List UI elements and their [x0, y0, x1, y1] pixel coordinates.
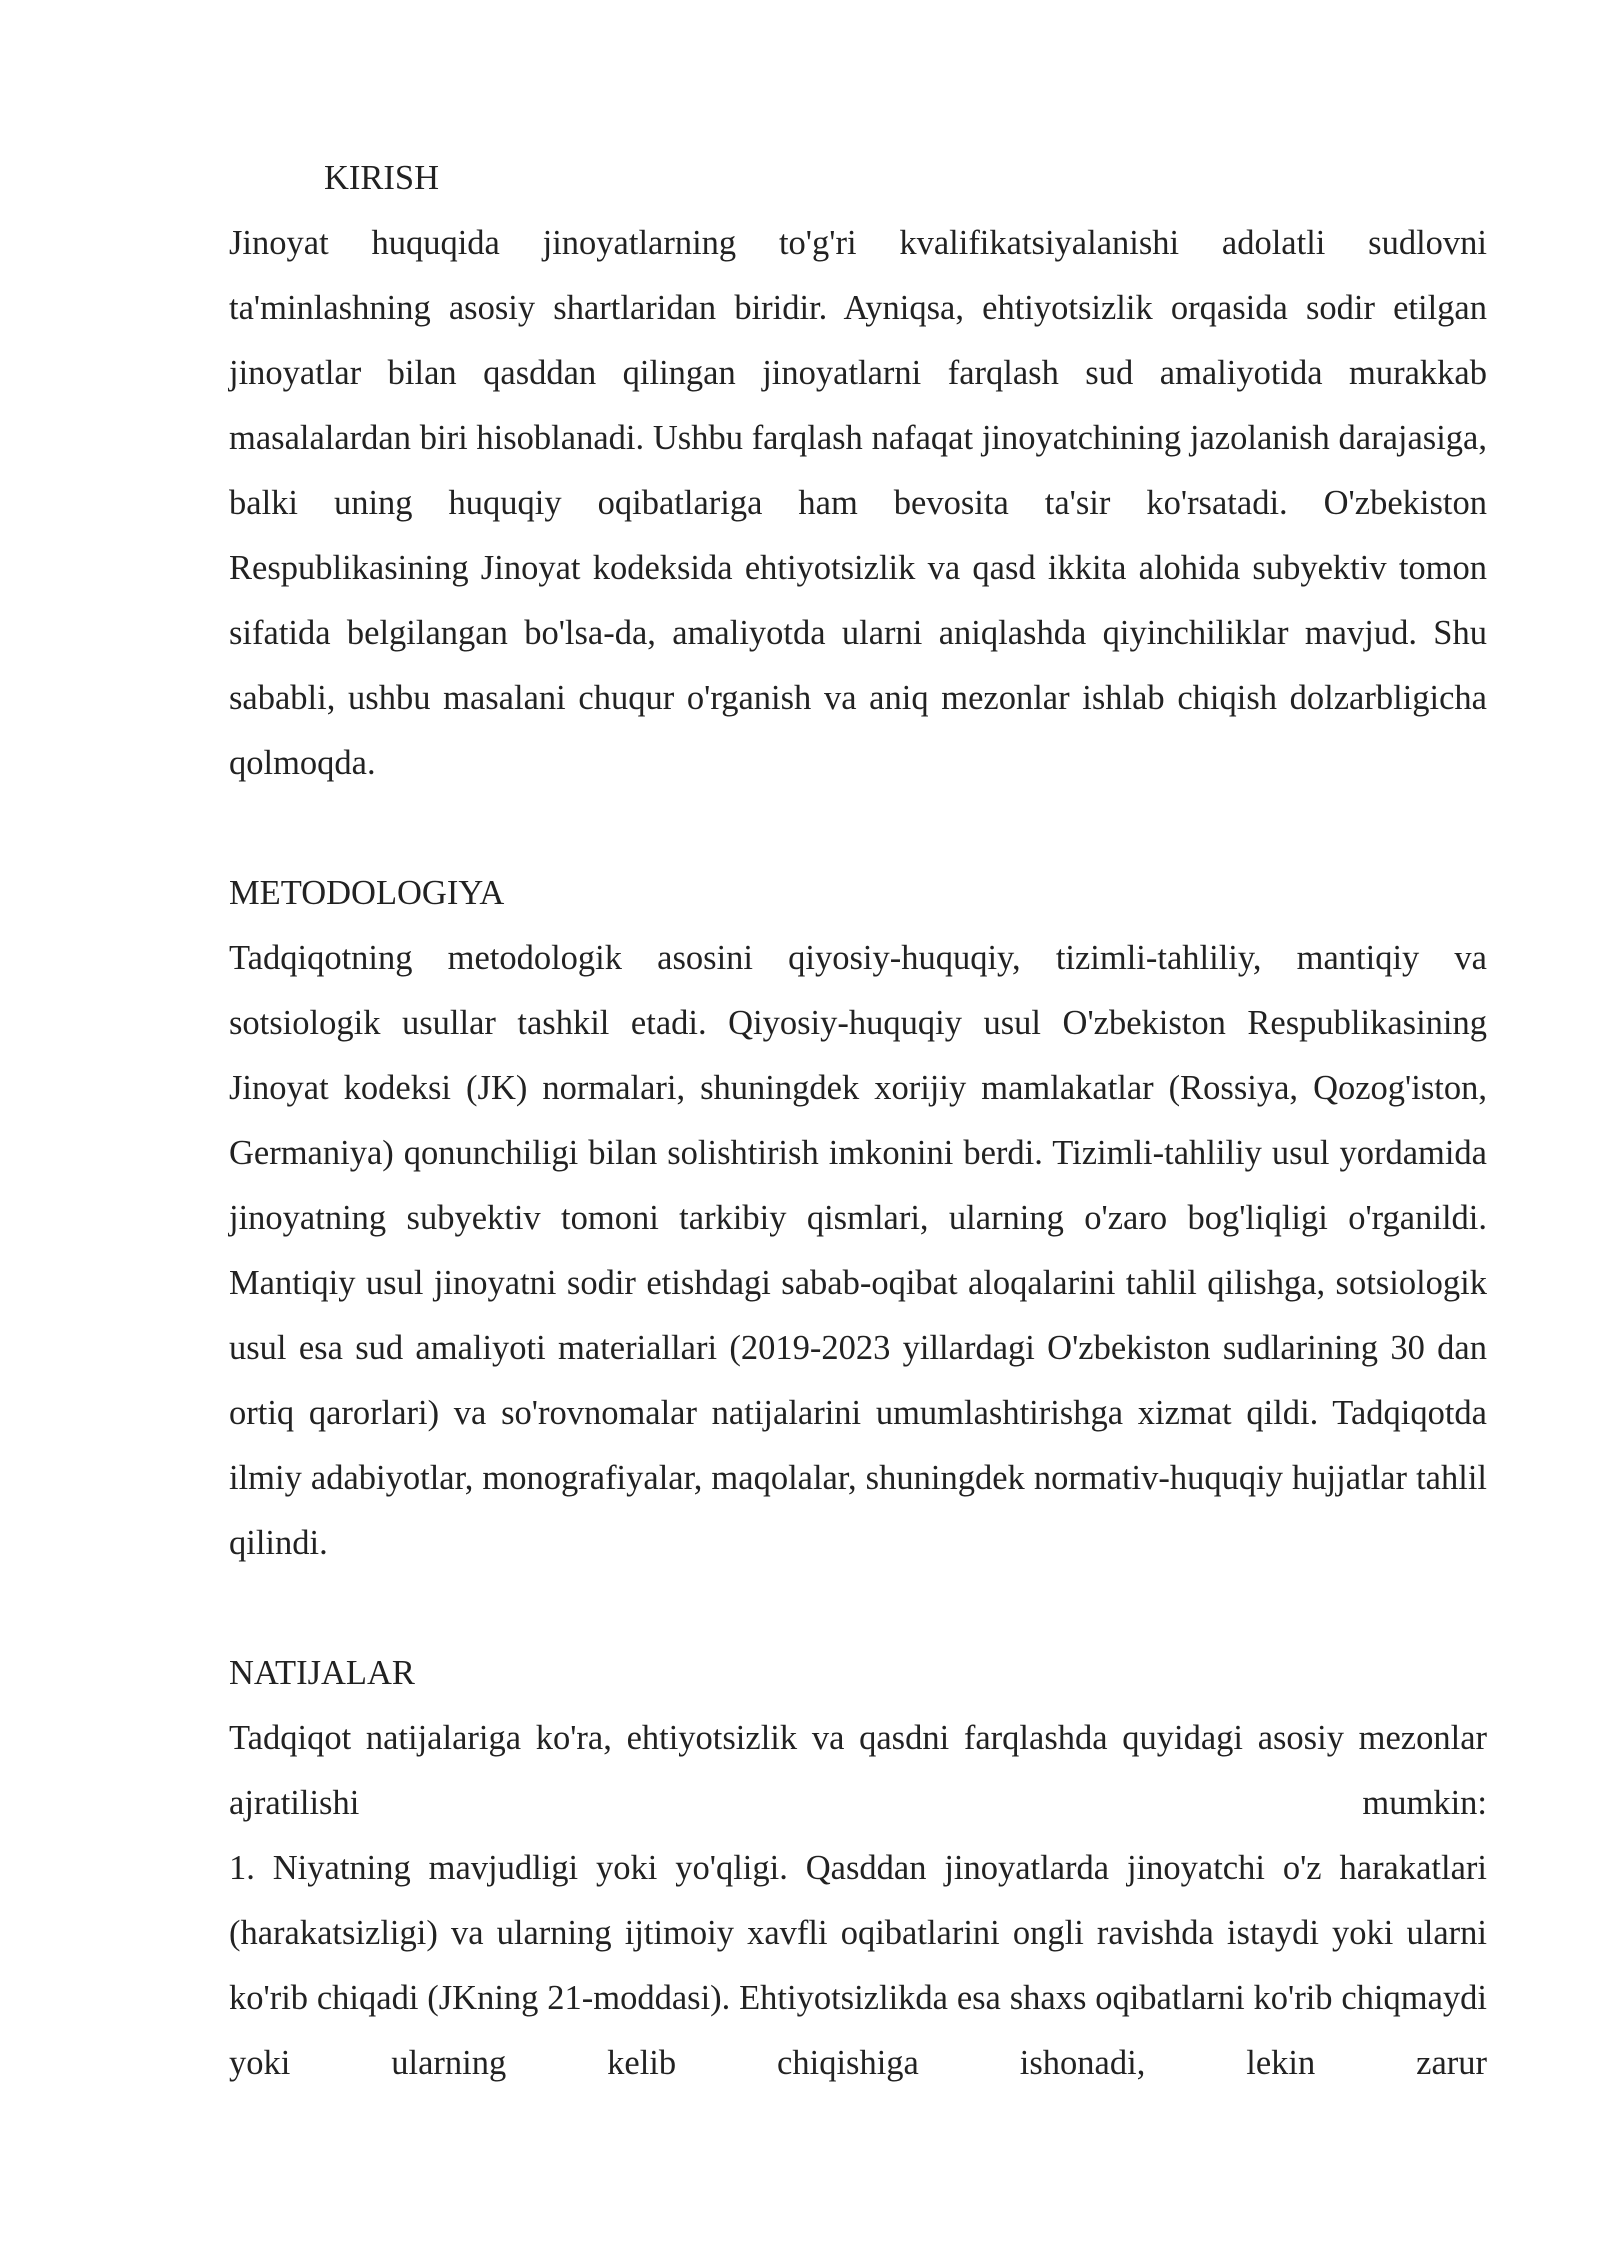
methodology-paragraph: Tadqiqotning metodologik asosini qiyosiy-huquqiy, tizimli-tahliliy, mantiqiy va sotsiologik usullar tashkil etadi. Qiyosiy-huquqiy usul O'zbekiston Respublikasining Jinoyat kodeksi (JK) normalari, shuningdek xorijiy mamlakatlar (Rossiya, Qozog'iston, Germaniya) qonunchiligi bilan solishtirish imkonini berdi. Tizimli-tahliliy usul yordamida jinoyatning subyektiv tomoni tarkibiy qismlari, ularning o'zaro bog'liqligi o'rganildi. Mantiqiy usul jinoyatni sodir etishdagi sabab-oqibat aloqalarini tahlil qilishga, sotsiologik usul esa sud amaliyoti materiallari (2019-2023 yillardagi O'zbekiston sudlarining 30 dan ortiq qarorlari) va so'rovnomalar natijalarini umumlashtirishga xizmat qildi. Tadqiqotda ilmiy adabiyotlar, monografiyalar, maqolalar, shuningdek normativ-huquqiy hujjatlar tahlil qilindi.: [229, 939, 1487, 1562]
results-paragraph-2: 1. Niyatning mavjudligi yoki yo'qligi. Qasddan jinoyatlarda jinoyatchi o'z harakatlari (harakatsizligi) va ularning ijtimoiy xavfli oqibatlarini ongli ravishda istaydi yoki ularni ko'rib chiqadi (JKning 21-moddasi). Ehtiyotsizlikda esa shaxs oqibatlarni ko'rib chiqmaydi yoki ularning kelib chiqishiga ishonadi, lekin zarur: [229, 1849, 1487, 2082]
section-heading-intro: KIRISH: [324, 159, 440, 197]
section-heading-results: NATIJALAR: [229, 1654, 415, 1692]
intro-paragraph: Jinoyat huquqida jinoyatlarning to'g'ri kvalifikatsiyalanishi adolatli sudlovni ta'minlashning asosiy shartlaridan biridir. Ayniqsa, ehtiyotsizlik orqasida sodir etilgan jinoyatlar bilan qasddan qilingan jinoyatlarni farqlash sud amaliyotida murakkab masalalardan biri hisoblanadi. Ushbu farqlash nafaqat jinoyatchining jazolanish darajasiga, balki uning huquqiy oqibatlariga ham bevosita ta'sir ko'rsatadi. O'zbekiston Respublikasining Jinoyat kodeksida ehtiyotsizlik va qasd ikkita alohida subyektiv tomon sifatida belgilangan bo'lsa-da, amaliyotda ularni aniqlashda qiyinchiliklar mavjud. Shu sababli, ushbu masalani chuqur o'rganish va aniq mezonlar ishlab chiqish dolzarbligicha qolmoqda.: [229, 224, 1487, 782]
document-body: [229, 146, 1487, 2096]
section-spacer: [229, 796, 1487, 861]
section-spacer: [229, 1576, 1487, 1641]
section-heading-methodology: METODOLOGIYA: [229, 874, 505, 912]
results-paragraph-1: Tadqiqot natijalariga ko'ra, ehtiyotsizlik va qasdni farqlashda quyidagi asosiy mezonlar ajratilishi mumkin:: [229, 1719, 1487, 1822]
